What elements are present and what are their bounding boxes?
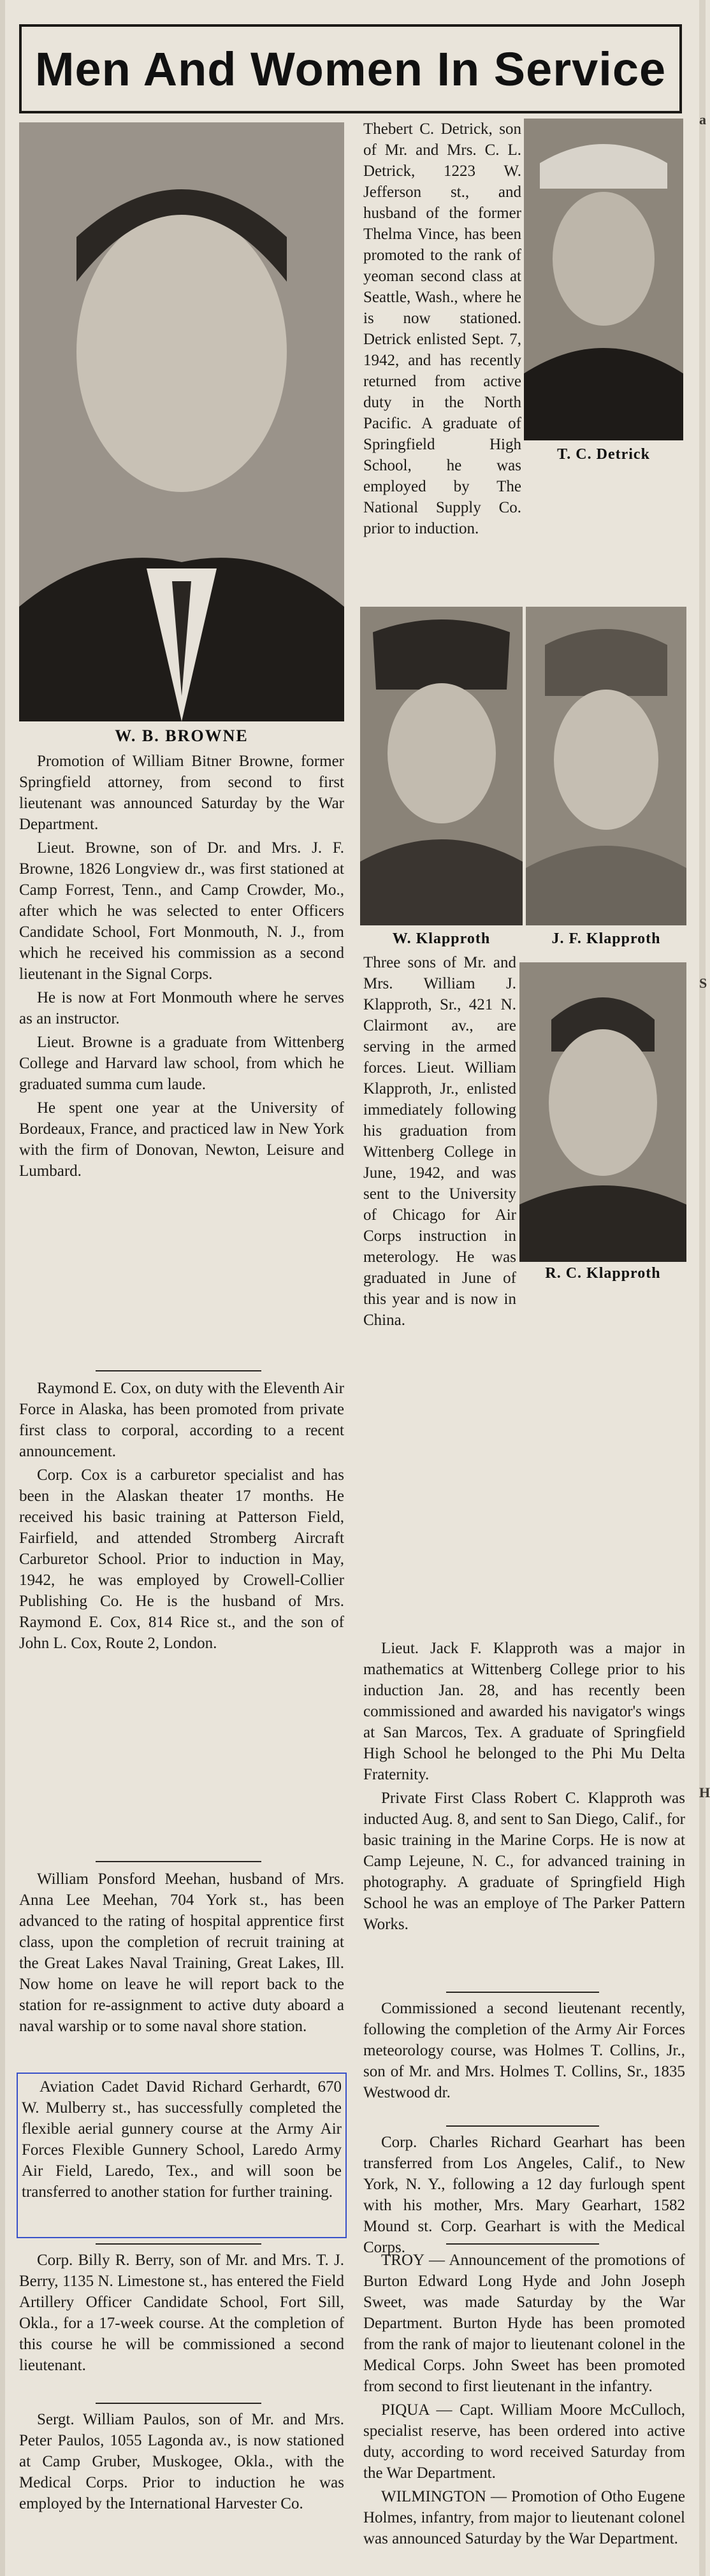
section-divider <box>446 1992 599 1993</box>
story-paragraph: PIQUA — Capt. William Moore McCulloch, specialist reserve, has been ordered into active duty, according to word received Saturday from the War Department. <box>363 2401 685 2482</box>
detrick-story-narrow <box>363 119 521 688</box>
w-klapproth-caption: W. Klapproth <box>392 930 491 947</box>
story-paragraph: Private First Class Robert C. Klapproth was inducted Aug. 8, and sent to San Diego, Calif., for basic training in the Marine Corps. He is now at Camp Lejeune, N. C., for advanced training in photography. A graduate of Springfield High School he was an employe of The Parker Pattern Works. <box>363 1790 685 1933</box>
browne-photo <box>19 122 344 721</box>
gearhart-story <box>363 2132 685 2261</box>
headline-box <box>19 24 682 113</box>
klapproth-story-narrow <box>363 952 516 1630</box>
browne-caption: W. B. BROWNE <box>115 727 249 745</box>
story-paragraph: Thebert C. Detrick, son of Mr. and Mrs. C. L. Detrick, 1223 W. Jefferson st., and husband of the former Thelma Vince, has been promoted to the rank of yeoman second class at Seattle, Wash., where he is now stationed. Detrick enlisted Sept. 7, 1942, and has recently returned from active duty in the North Pacific. A graduate of Springfield High School, he was employed by The National Supply Co. prior to induction. <box>363 120 521 537</box>
story-paragraph: William Ponsford Meehan, husband of Mrs. Anna Lee Meehan, 704 York st., has been advanced to the rating of hospital apprentice first class, upon the completion of recruit training at the Great Lakes Naval Training, Great Lakes, Ill. Now home on leave he will report back to the station for re-assignment to active duty aboard a naval warship or to some naval shore station. <box>19 1870 344 2035</box>
detrick-caption: T. C. Detrick <box>557 446 650 463</box>
adjacent-column-fragments <box>699 0 710 2576</box>
right-column-text <box>363 1638 685 1937</box>
story-paragraph: Commissioned a second lieutenant recently, following the completion of the Army Air Forces meteorology course, was Holmes T. Collins, Jr., son of Mr. and Mrs. Holmes T. Collins, Sr., 1835 Westwood dr. <box>363 2000 685 2101</box>
paulos-story <box>19 2409 344 2517</box>
section-divider <box>96 2403 261 2404</box>
story-paragraph: He spent one year at the University of Bordeaux, France, and practiced law in New York with the firm of Donovan, Newton, Leisure and Lumbard. <box>19 1099 344 1180</box>
story-paragraph: Lieut. Browne is a graduate from Wittenberg College and Harvard law school, from which he graduated summa cum laude. <box>19 1034 344 1093</box>
rc-klapproth-caption: R. C. Klapproth <box>545 1265 661 1282</box>
page-edge-left <box>0 0 5 2576</box>
section-divider <box>96 1861 261 1862</box>
story-paragraph: Sergt. William Paulos, son of Mr. and Mrs. Peter Paulos, 1055 Lagonda av., is now stationed at Camp Gruber, Muskogee, Okla., with the Medical Corps. Prior to induction he was employed by the International Harvester Co. <box>19 2411 344 2512</box>
section-divider <box>96 1370 261 1371</box>
w-klapproth-photo <box>360 607 523 925</box>
section-divider <box>96 2243 261 2245</box>
section-divider <box>446 2243 599 2245</box>
margin-letter: S <box>699 975 707 991</box>
berry-story <box>19 2250 344 2378</box>
section-divider <box>446 2125 599 2127</box>
jf-klapproth-caption: J. F. Klapproth <box>551 930 661 947</box>
jf-klapproth-photo <box>526 607 686 925</box>
story-paragraph: Corp. Billy R. Berry, son of Mr. and Mrs. T. J. Berry, 1135 N. Limestone st., has entered the Field Artillery Officer Candidate School, Fort Sill, Okla., for a 17-week course. At the completion of this course he will be commissioned a second lieutenant. <box>19 2252 344 2374</box>
story-paragraph: Raymond E. Cox, on duty with the Eleventh Air Force in Alaska, has been promoted from private first class to corporal, according to a recent announcement. <box>19 1380 344 1460</box>
regional-briefs <box>363 2250 685 2552</box>
margin-letter: H <box>699 1784 710 1800</box>
collins-story <box>363 1998 685 2106</box>
story-paragraph: Corp. Charles Richard Gearhart has been transferred from Los Angeles, Calif., to New York, N. Y., following a 12 day furlough spent with his mother, Mrs. Mary Gearhart, 1582 Mound st. Corp. Gearhart is with the Medical Corps. <box>363 2134 685 2256</box>
story-paragraph: Corp. Cox is a carburetor specialist and has been in the Alaskan theater 17 months. He received his basic training at Patterson Field, Fairfield, and attended Stromberg Aircraft Carburetor School. Prior to induction in May, 1942, he was employed by Crowell-Collier Publishing Co. He is the husband of Mrs. Raymond E. Cox, 814 Rice st., and the son of John L. Cox, Route 2, London. <box>19 1466 344 1652</box>
meehan-story <box>19 1869 344 2039</box>
margin-letter: a <box>699 112 706 127</box>
story-paragraph: He is now at Fort Monmouth where he serves as an instructor. <box>19 989 344 1027</box>
left-column-text <box>19 751 344 1184</box>
gerhardt-story <box>22 2076 342 2205</box>
detrick-photo <box>524 119 683 440</box>
rc-klapproth-photo <box>519 962 686 1262</box>
story-paragraph: Lieut. Browne, son of Dr. and Mrs. J. F. Browne, 1826 Longview dr., was first stationed at Camp Forrest, Tenn., and Camp Crowder, Mo., after which he was selected to enter Officers Candidate School, Fort Monmouth, N. J., from which he received his commission as a second lieutenant in the Signal Corps. <box>19 839 344 983</box>
cox-story <box>19 1378 344 1656</box>
page-headline: Men And Women In Service <box>34 42 667 96</box>
story-paragraph: Promotion of William Bitner Browne, former Springfield attorney, from second to first lieutenant was announced Saturday by the War Department. <box>19 753 344 833</box>
story-paragraph: Three sons of Mr. and Mrs. William J. Klapproth, Sr., 421 N. Clairmont av., are serving in the armed forces. Lieut. William Klapproth, Jr., enlisted immediately following his graduation from Wittenberg College in June, 1942, and was sent to the University of Chicago for Air Corps instruction in meterology. He was graduated in June of this year and is now in China. <box>363 954 516 1329</box>
story-paragraph: Aviation Cadet David Richard Gerhardt, 670 W. Mulberry st., has successfully completed the flexible aerial gunnery course at the Army Air Forces Flexible Gunnery School, Laredo Army Air Field, Laredo, Tex., and will soon be transferred to another station for further training. <box>22 2078 342 2201</box>
story-paragraph: WILMINGTON — Promotion of Otho Eugene Holmes, infantry, from major to lieutenant colonel was announced Saturday by the War Department. <box>363 2488 685 2547</box>
story-paragraph: Lieut. Jack F. Klapproth was a major in mathematics at Wittenberg College prior to his induction Jan. 28, and has recently been commissioned and awarded his navigator's wings at San Marcos, Tex. A graduate of Springfield High School he belonged to the Phi Mu Delta Fraternity. <box>363 1640 685 1783</box>
story-paragraph: TROY — Announcement of the promotions of Burton Edward Long Hyde and John Joseph Sweet, was made Saturday by the War Department. Burton Hyde has been promoted from the rank of major to lieutenant colonel in the Medical Corps. John Sweet has been promoted from second to first lieutenant in the infantry. <box>363 2252 685 2395</box>
